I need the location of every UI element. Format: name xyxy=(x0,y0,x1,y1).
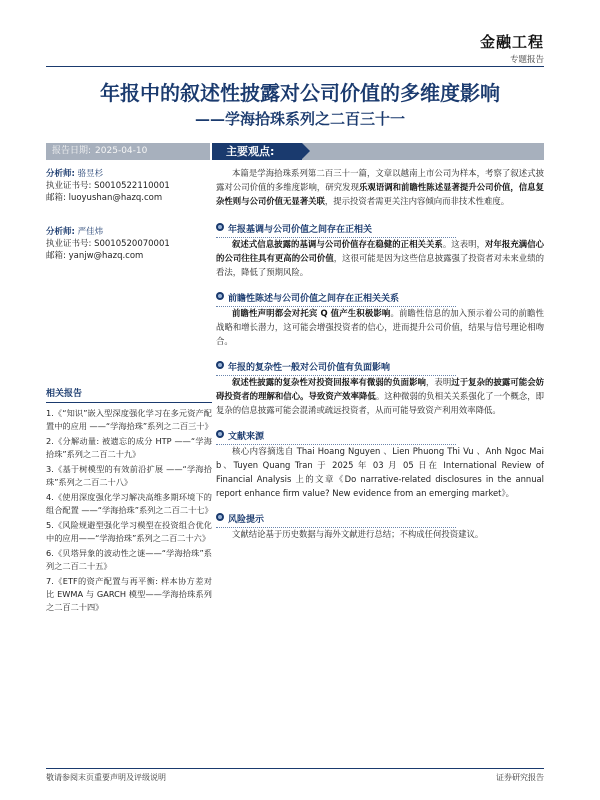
report-type: 专题报告 xyxy=(509,55,544,65)
text: 。这种微弱的负相关关系强化了一个概念，即复杂的信息披露可能会混淆或疏远投资者，从而可能导致资产利用效率降低。 xyxy=(216,391,544,415)
bullet-icon xyxy=(216,292,224,300)
section-heading xyxy=(216,291,544,304)
analyst-name: 骆昱杉 xyxy=(77,169,104,179)
key-points-bar xyxy=(212,143,544,160)
intro-highlight: 乐观语调和前瞻性陈述显著提升公司价值，信息复杂性则与公司价值无显著关联 xyxy=(216,182,545,206)
section-heading xyxy=(216,222,544,235)
section-title: 文献来源 xyxy=(228,432,265,442)
report-date-label: 报告日期: xyxy=(52,146,92,156)
key-points-heading: 主要观点: xyxy=(212,143,302,160)
text: ，表明 xyxy=(425,377,452,387)
analyst-list xyxy=(46,168,216,284)
highlight: 对年报充满信心的公司往往具有更高的公司价值 xyxy=(216,239,545,263)
bullet-icon xyxy=(216,513,224,521)
cert-number: S0010522110001 xyxy=(94,181,170,191)
text: 文献结论基于历史数据与海外文献进行总结；不构成任何投资建议。 xyxy=(232,529,484,539)
section-title: 前瞻性陈述与公司价值之间存在正相关关系 xyxy=(228,294,400,304)
email-label: 邮箱: xyxy=(46,251,66,261)
text: 核心内容摘选自 Thai Hoang Nguyen 、Lien Phuong Thi Vu 、Anh Ngoc Mai b、Tuyen Quang Tran 于 2025 年 03 月 05 日在 International Review of Financial Analysis 上的文章《Do narrative-related disclosures in the annual report enhance firm value? New evidence from an emerging market》。 xyxy=(216,446,544,498)
related-report-item[interactable]: 4.《使用深度强化学习解决高维多期环境下的组合配置 ——“学海拾珠”系列之二百二十七》 xyxy=(46,492,213,515)
section-heading xyxy=(216,512,544,525)
email-link[interactable]: yanjw@hazq.com xyxy=(68,251,144,261)
intro-text: 本篇是学海拾珠系列第二百三十一篇，文章以越南上市公司为样本，考察了叙述式披露对公司价值的多维度影响，研究发现 xyxy=(216,168,544,192)
highlight: 叙述式信息披露的基调与公司价值存在稳健的正相关关系 xyxy=(232,239,443,249)
related-report-item[interactable]: 3.《基于树模型的有效前沿扩展 ——“学海拾珠”系列之二百二十八》 xyxy=(46,464,212,487)
footer-disclaimer: 敬请参阅末页重要声明及评级说明 xyxy=(46,773,166,782)
section-heading xyxy=(216,360,544,373)
related-report-item[interactable]: 5.《风险规避型强化学习模型在投资组合优化中的应用——“学海拾珠”系列之二百二十六》 xyxy=(46,520,212,543)
analyst-card xyxy=(46,226,216,262)
related-report-item[interactable]: 2.《分解动量: 被遗忘的成分 HTP ——“学海拾珠”系列之二百二十九》 xyxy=(46,436,212,459)
text: ，这很可能是因为这些信息披露强了投资者对未来业绩的看法，降低了预期风险。 xyxy=(216,253,545,277)
intro-text: ，提示投资者需更关注内容倾向而非技术性难度。 xyxy=(324,196,510,206)
highlight: 前瞻性声明都会对托宾 Q 值产生积极影响 xyxy=(232,308,391,318)
intro-paragraph xyxy=(216,166,544,208)
section-paragraph xyxy=(216,444,544,500)
section-paragraph xyxy=(216,375,544,417)
section-underline xyxy=(216,527,456,528)
section-underline xyxy=(216,237,456,238)
section-title: 风险提示 xyxy=(228,515,265,525)
related-report-item[interactable]: 6.《贝塔异象的波动性之谜——“学海拾珠”系列之二百二十五》 xyxy=(46,548,212,571)
report-subtitle: ——学海拾珠系列之二百三十一 xyxy=(194,110,405,128)
text: 。这表明， xyxy=(442,239,486,249)
section-paragraph xyxy=(216,237,544,279)
report-title: 年报中的叙述性披露对公司价值的多维度影响 xyxy=(100,81,500,105)
section-paragraph xyxy=(216,306,544,348)
analyst-name: 严佳炜 xyxy=(77,227,104,237)
analyst-card xyxy=(46,168,216,204)
footer-divider xyxy=(46,768,544,769)
analyst-label: 分析师: xyxy=(46,169,75,179)
section-underline xyxy=(216,375,456,376)
cert-label: 执业证书号: xyxy=(46,239,92,249)
section-title: 年报的复杂性一般对公司价值有负面影响 xyxy=(228,363,391,373)
text: 。前瞻性信息的加入预示着公司的前瞻性战略和增长潜力，这可能会增强投资者的信心，进而提升公司价值，结果与信号理论相吻合。 xyxy=(216,308,544,346)
cert-label: 执业证书号: xyxy=(46,181,92,191)
key-points-body xyxy=(216,166,544,541)
email-link[interactable]: luoyushan@hazq.com xyxy=(68,193,163,203)
brand-title: 金融工程 xyxy=(479,33,544,51)
header-divider xyxy=(46,66,544,67)
related-report-item[interactable]: 1.《“知识”嵌入型深度强化学习在多元资产配置中的应用 ——“学海拾珠”系列之二百三十》 xyxy=(46,408,213,431)
section-underline xyxy=(216,444,456,445)
highlight: 叙述性披露的复杂性对投资回报率有微弱的负面影响 xyxy=(232,377,426,387)
related-report-item[interactable]: 7.《ETF的资产配置与再平衡: 样本协方差对比 EWMA 与 GARCH 模型——学海拾珠系列之二百二十四》 xyxy=(46,576,212,612)
bullet-icon xyxy=(216,361,224,369)
section-paragraph xyxy=(216,527,544,541)
analyst-label: 分析师: xyxy=(46,227,75,237)
related-reports-heading: 相关报告 xyxy=(46,386,212,403)
email-label: 邮箱: xyxy=(46,193,66,203)
report-date-bar xyxy=(46,143,210,160)
related-reports xyxy=(46,386,212,616)
bullet-icon xyxy=(216,430,224,438)
cert-number: S0010520070001 xyxy=(94,239,170,249)
section-title: 年报基调与公司价值之间存在正相关 xyxy=(228,225,373,235)
report-date-value: 2025-04-10 xyxy=(95,146,148,156)
highlight: 过于复杂的披露可能会妨碍投资者的理解和信心。导致资产效率降低 xyxy=(216,377,545,401)
section-heading xyxy=(216,429,544,442)
section-underline xyxy=(216,306,456,307)
footer-label: 证券研究报告 xyxy=(496,773,544,782)
bullet-icon xyxy=(216,223,224,231)
